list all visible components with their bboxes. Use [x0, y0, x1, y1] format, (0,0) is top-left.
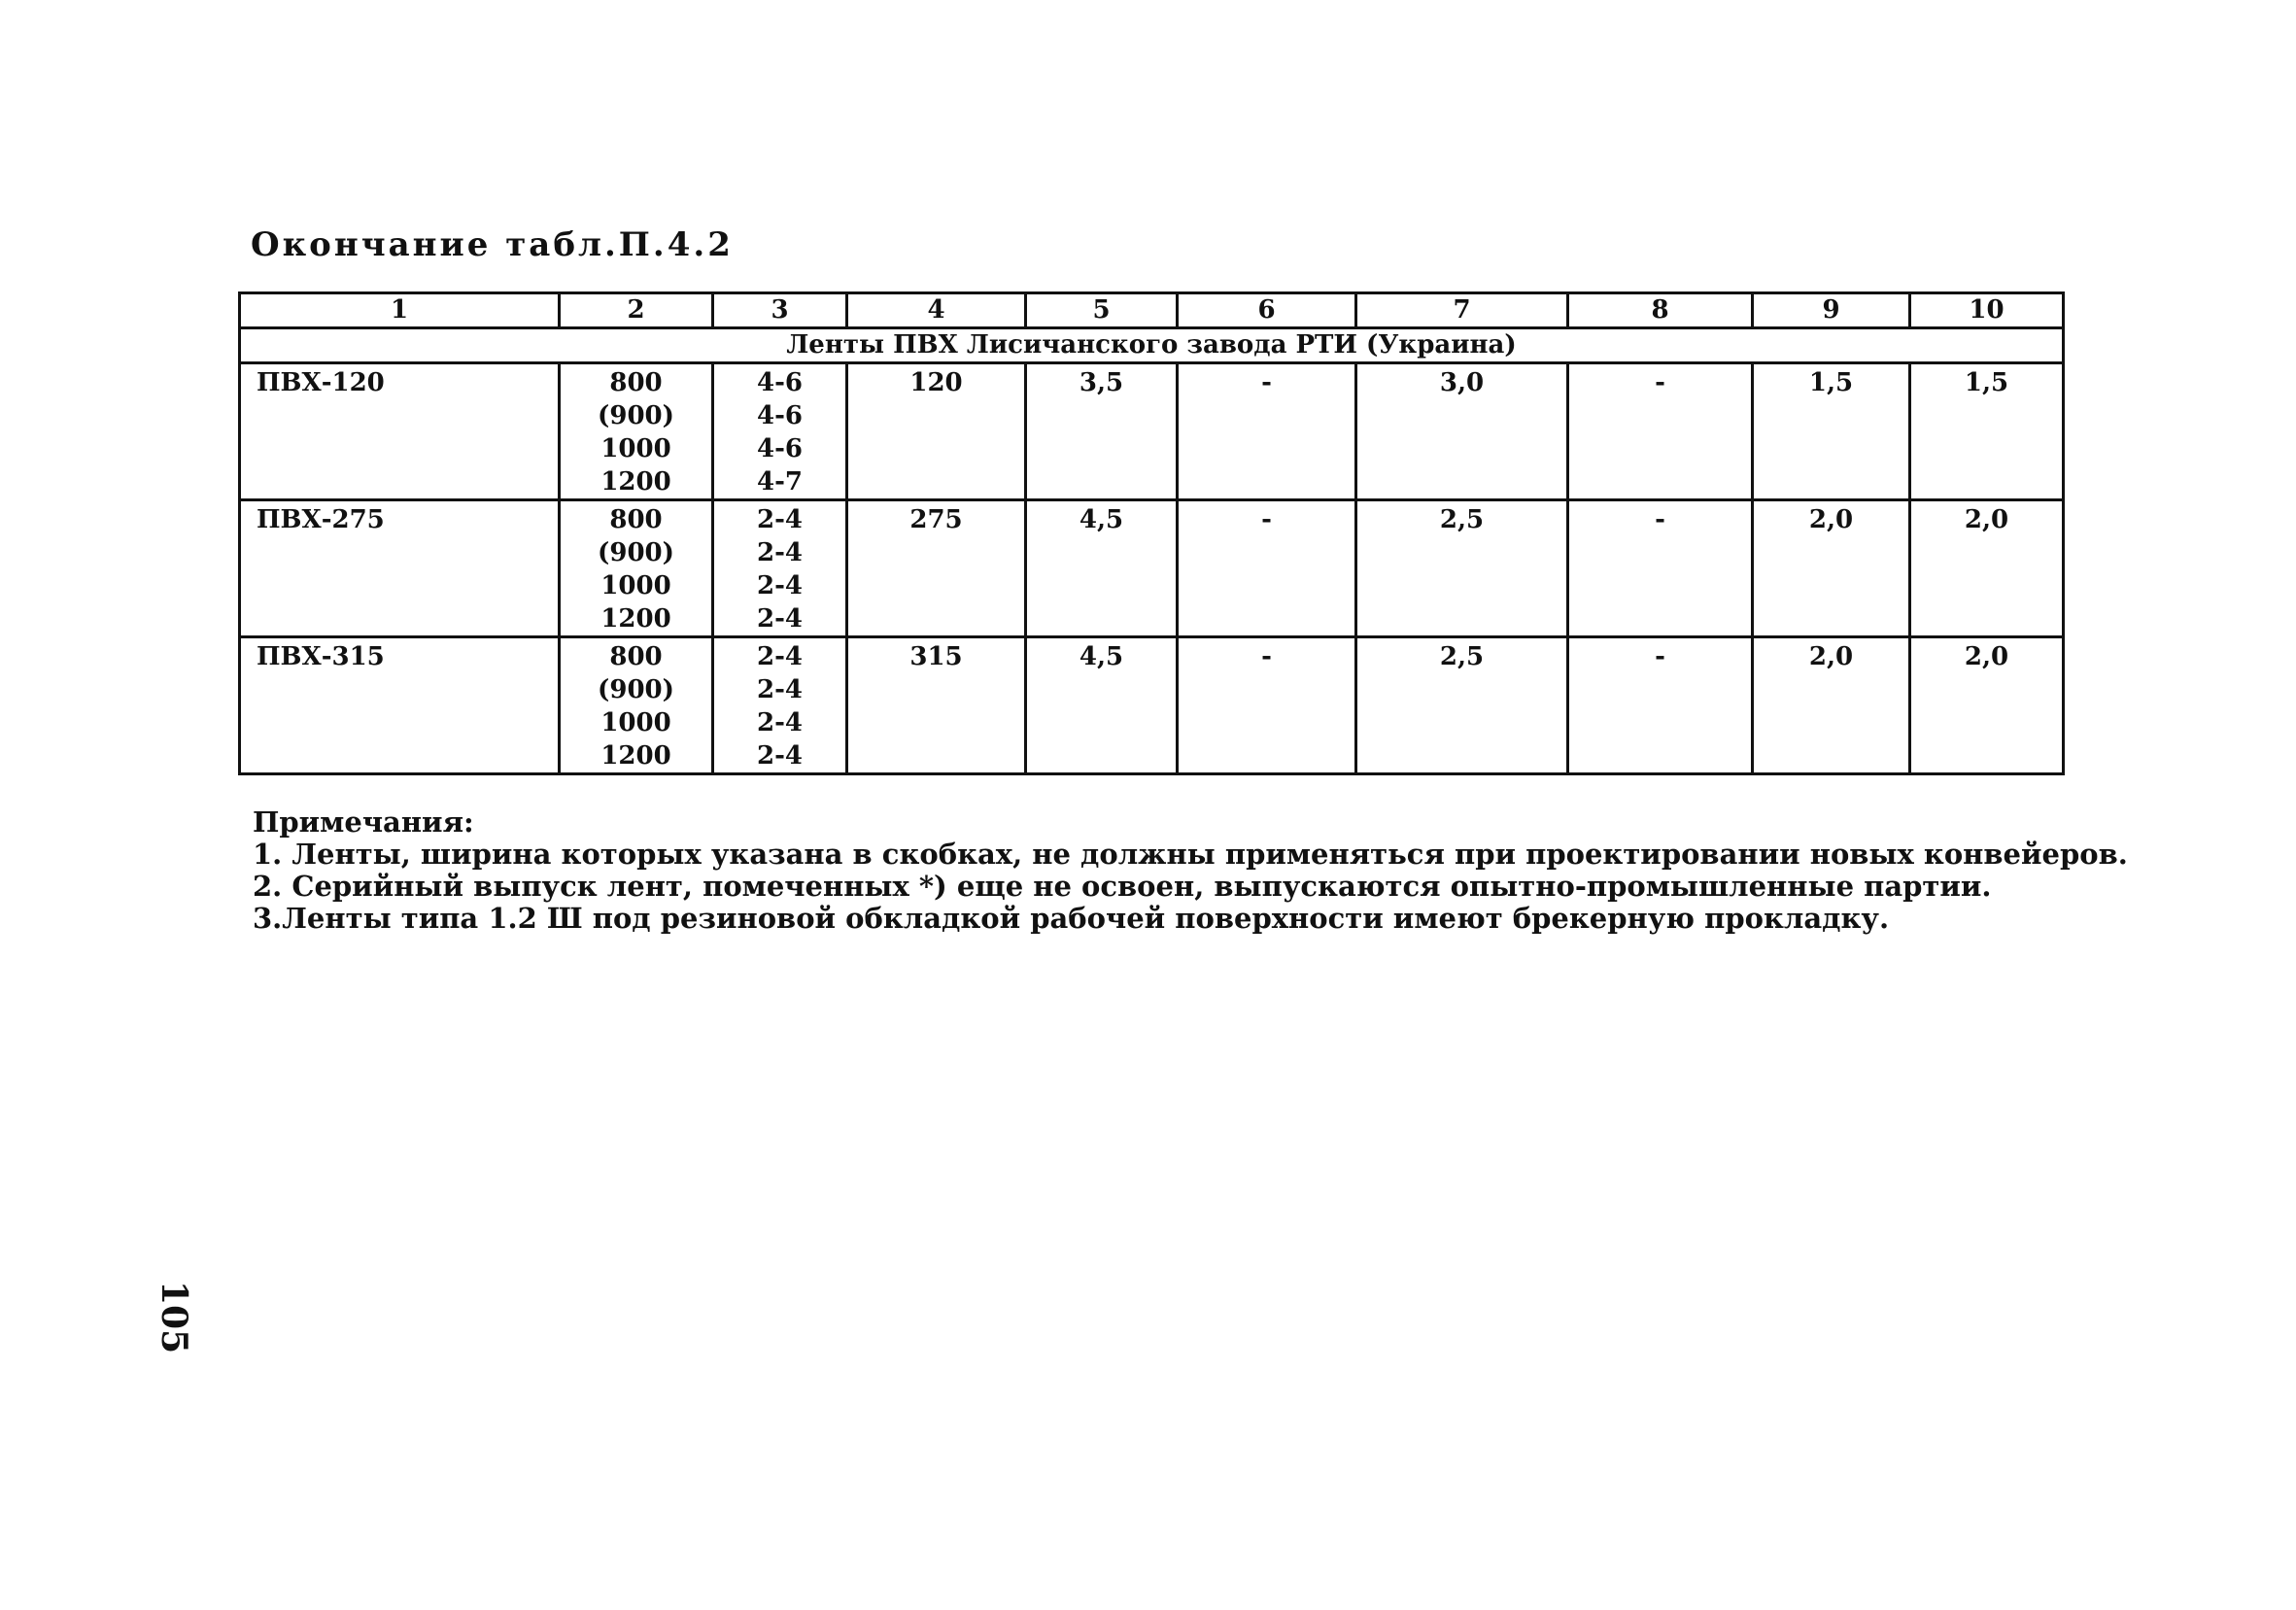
- ply-count-value: 2-4: [757, 571, 803, 600]
- table-cell: 2,5: [1356, 500, 1568, 637]
- note-item: 1. Ленты, ширина которых указана в скобках, не должны применяться при проектировании новых конвейеров.: [253, 838, 2128, 871]
- table-cell: 4,5: [1026, 500, 1178, 637]
- table-cell: 1,5: [1910, 363, 2064, 500]
- ply-count-value: 2-4: [757, 505, 803, 534]
- column-number: 9: [1753, 293, 1910, 328]
- belt-width-cell: [560, 363, 713, 500]
- belt-width-value: 1200: [600, 467, 671, 497]
- belt-width-value: 800: [609, 642, 663, 671]
- belt-width-value: 1200: [600, 741, 671, 771]
- ply-count-value: 4-7: [757, 467, 803, 497]
- ply-count-value: 2-4: [757, 604, 803, 634]
- column-number: 8: [1568, 293, 1753, 328]
- table-cell: 2,0: [1910, 500, 2064, 637]
- ply-count-value: 4-6: [757, 368, 803, 397]
- note-item: 3.Ленты типа 1.2 Ш под резиновой обкладкой рабочей поверхности имеют брекерную прокладку.: [253, 902, 1890, 935]
- ply-count-value: 4-6: [757, 434, 803, 463]
- table-cell: -: [1178, 637, 1356, 774]
- section-title: [240, 328, 2064, 363]
- belt-type-cell: ПВХ-315: [240, 637, 560, 774]
- table-cell: 3,5: [1026, 363, 1178, 500]
- ply-count-value: 2-4: [757, 741, 803, 771]
- belt-width-value: (900): [598, 538, 674, 567]
- table-row: [240, 363, 2064, 500]
- table-cell: -: [1568, 637, 1753, 774]
- table-cell: 2,0: [1753, 500, 1910, 637]
- belt-width-cell: [560, 500, 713, 637]
- ply-count-value: 2-4: [757, 708, 803, 737]
- table-cell: 4,5: [1026, 637, 1178, 774]
- table-cell: 2,5: [1356, 637, 1568, 774]
- belt-width-value: 1000: [600, 708, 671, 737]
- column-number-row: [240, 293, 2064, 328]
- table-title: Окончание табл.П.4.2: [251, 225, 734, 264]
- belt-width-value: 1200: [600, 604, 671, 634]
- belt-width-value: (900): [598, 401, 674, 430]
- table-cell: -: [1568, 363, 1753, 500]
- ply-count-value: 2-4: [757, 675, 803, 704]
- belt-width-value: 800: [609, 505, 663, 534]
- belt-width-value: 800: [609, 368, 663, 397]
- belt-type-cell: ПВХ-275: [240, 500, 560, 637]
- belt-width-cell: [560, 637, 713, 774]
- ply-count-value: 2-4: [757, 642, 803, 671]
- belt-specs-table: [238, 291, 2065, 775]
- column-number: 6: [1178, 293, 1356, 328]
- table-cell: 1,5: [1753, 363, 1910, 500]
- ply-count-value: 2-4: [757, 538, 803, 567]
- belt-width-value: 1000: [600, 434, 671, 463]
- belt-type-cell: ПВХ-120: [240, 363, 560, 500]
- column-number: 3: [713, 293, 847, 328]
- ply-count-value: 4-6: [757, 401, 803, 430]
- table-cell: 120: [847, 363, 1026, 500]
- table-cell: -: [1568, 500, 1753, 637]
- page-number: 105: [154, 1281, 194, 1354]
- ply-count-cell: [713, 500, 847, 637]
- column-number: 5: [1026, 293, 1178, 328]
- ply-count-cell: [713, 363, 847, 500]
- notes-block: [253, 806, 2128, 935]
- table-cell: -: [1178, 500, 1356, 637]
- table-cell: 2,0: [1753, 637, 1910, 774]
- table-row: [240, 637, 2064, 774]
- section-title-text: Ленты ПВХ Лисичанского завода РТИ (Украина): [786, 330, 1517, 360]
- column-number: 7: [1356, 293, 1568, 328]
- table-cell: -: [1178, 363, 1356, 500]
- table-row: [240, 500, 2064, 637]
- note-item: 2. Серийный выпуск лент, помеченных *) еще не освоен, выпускаются опытно-промышленные партии.: [253, 870, 1992, 903]
- column-number: 10: [1910, 293, 2064, 328]
- column-number: 2: [560, 293, 713, 328]
- belt-width-value: 1000: [600, 571, 671, 600]
- ply-count-cell: [713, 637, 847, 774]
- table-cell: 3,0: [1356, 363, 1568, 500]
- column-number: 1: [240, 293, 560, 328]
- column-number: 4: [847, 293, 1026, 328]
- notes-heading: Примечания:: [253, 805, 474, 839]
- table-cell: 315: [847, 637, 1026, 774]
- table-cell: 275: [847, 500, 1026, 637]
- table-cell: 2,0: [1910, 637, 2064, 774]
- section-row: [240, 328, 2064, 363]
- belt-width-value: (900): [598, 675, 674, 704]
